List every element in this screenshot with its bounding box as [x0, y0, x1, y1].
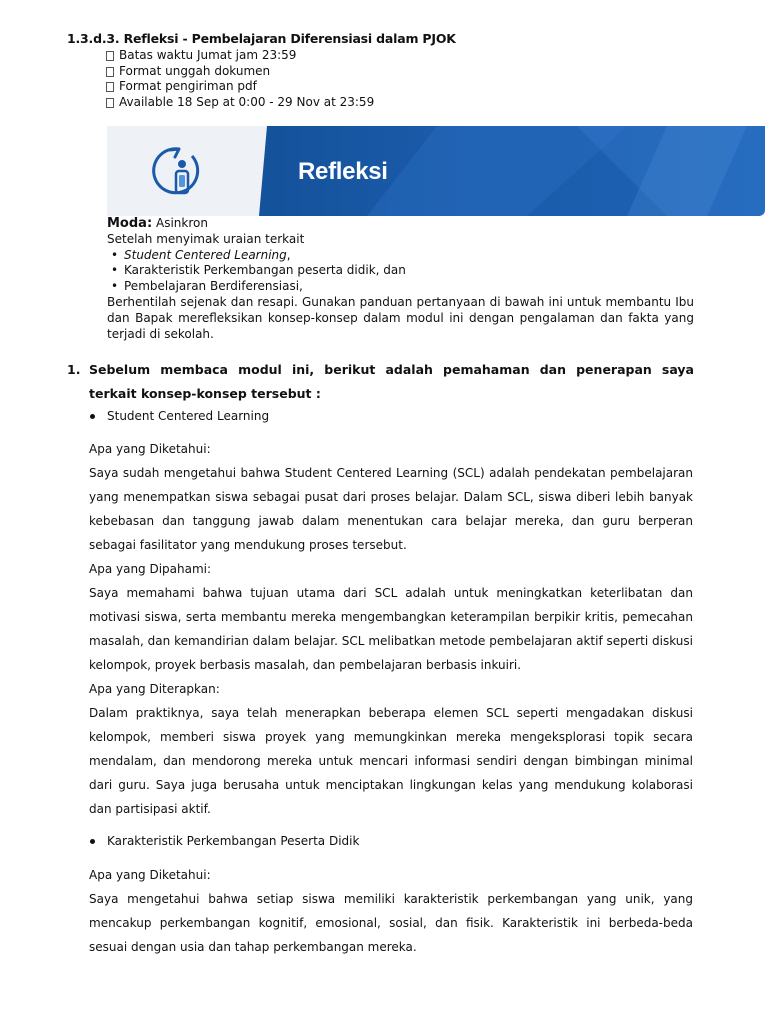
question-1	[67, 358, 694, 406]
list-item: • Karakteristik Perkembangan peserta didik, dan	[124, 263, 694, 279]
intro-closing: Berhentilah sejenak dan resapi. Gunakan panduan pertanyaan di bawah ini untuk membantu Ibu dan Bapak merefleksikan konsep-konsep dalam modul ini dengan pengalaman dan fakta yang terjadi di sekolah.	[107, 294, 694, 341]
missing-glyph-icon	[106, 98, 114, 108]
meta-submission-format: Format pengiriman pdf	[106, 79, 374, 95]
paragraph-diketahui: Saya mengetahui bahwa setiap siswa memiliki karakteristik perkembangan yang unik, yang mencakup perkembangan kognitif, emosional, sosial, dan fisik. Karakteristik ini berbeda-beda sesuai dengan usia dan tahap perkembangan mereka.	[89, 892, 693, 954]
moda-label: Moda:	[107, 216, 153, 231]
assignment-title: 1.3.d.3. Refleksi - Pembelajaran Diferensiasi dalam PJOK	[67, 31, 456, 46]
question-number: 1.	[67, 362, 81, 377]
moda-value: Asinkron	[155, 216, 208, 230]
list-item: • Student Centered Learning,	[124, 248, 694, 264]
subheading-dipahami: Apa yang Dipahami:	[89, 562, 212, 576]
refleksi-banner	[107, 126, 765, 216]
meta-deadline: Batas waktu Jumat jam 23:59	[106, 48, 374, 64]
section-heading-karakteristik: Karakteristik Perkembangan Peserta Didik	[89, 829, 693, 853]
meta-upload-format: Format unggah dokumen	[106, 64, 374, 80]
subheading-diketahui: Apa yang Diketahui:	[89, 442, 211, 456]
assignment-meta	[106, 48, 374, 111]
banner-background	[107, 126, 765, 216]
intro-list	[107, 248, 694, 295]
missing-glyph-icon	[106, 67, 114, 77]
moda-line	[107, 216, 694, 232]
missing-glyph-icon	[106, 82, 114, 92]
subheading-diterapkan: Apa yang Diterapkan:	[89, 682, 220, 696]
banner-title: Refleksi	[298, 158, 388, 185]
section-karakteristik-content	[89, 863, 693, 959]
missing-glyph-icon	[106, 51, 114, 61]
list-item: • Pembelajaran Berdiferensiasi,	[124, 279, 694, 295]
meta-availability: Available 18 Sep at 0:00 - 29 Nov at 23:59	[106, 95, 374, 111]
paragraph-diterapkan: Dalam praktiknya, saya telah menerapkan beberapa elemen SCL seperti mengadakan diskusi kelompok, memberi siswa proyek yang memungkinkan mereka mengeksplorasi topik secara mendalam, dan mendorong mereka untuk mencari informasi sendiri dengan bimbingan minimal dari guru. Saya juga berusaha untuk menciptakan lingkungan kelas yang mendukung kolaborasi dan partisipasi aktif.	[89, 706, 693, 816]
section-scl-content	[89, 437, 693, 821]
subheading-diketahui: Apa yang Diketahui:	[89, 868, 211, 882]
section-scl	[89, 404, 693, 428]
intro-section	[107, 216, 694, 342]
question-text: Sebelum membaca modul ini, berikut adalah pemahaman dan penerapan saya terkait konsep-konsep tersebut :	[89, 362, 694, 401]
paragraph-dipahami: Saya memahami bahwa tujuan utama dari SCL adalah untuk meningkatkan keterlibatan dan motivasi siswa, serta membantu mereka mengembangkan keterampilan berpikir kritis, pemecahan masalah, dan kemandirian dalam belajar. SCL melibatkan metode pembelajaran aktif seperti diskusi kelompok, proyek berbasis masalah, dan pembelajaran berbasis inkuiri.	[89, 586, 693, 672]
section-heading-scl: Student Centered Learning	[89, 404, 693, 428]
section-karakteristik	[89, 829, 693, 853]
intro-lead: Setelah menyimak uraian terkait	[107, 231, 305, 246]
paragraph-diketahui: Saya sudah mengetahui bahwa Student Centered Learning (SCL) adalah pendekatan pembelajaran yang menempatkan siswa sebagai pusat dari proses belajar. Dalam SCL, siswa diberi lebih banyak kebebasan dan tanggung jawab dalam menentukan cara belajar mereka, dan guru berperan sebagai fasilitator yang mendukung proses tersebut.	[89, 466, 693, 552]
